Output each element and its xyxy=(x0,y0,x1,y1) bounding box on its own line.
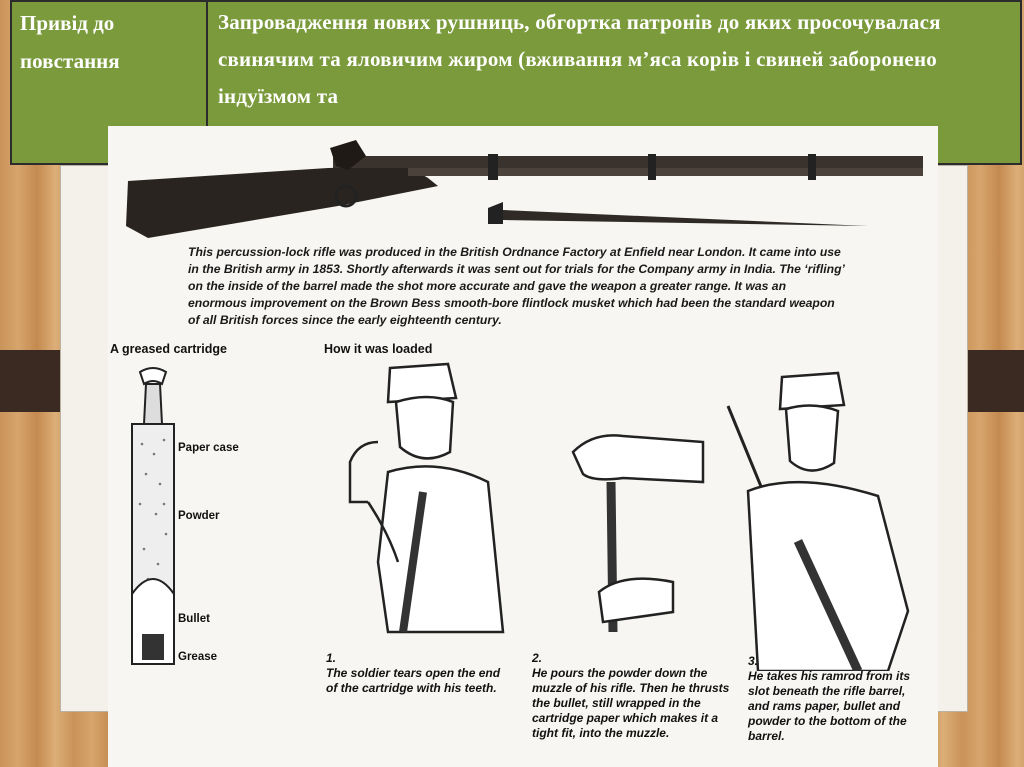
soldier-pouring-powder-illustration xyxy=(563,422,713,642)
header-cell-cause: Привід до повстання xyxy=(12,2,208,163)
step-3-number: 3. xyxy=(748,654,759,668)
label-grease: Grease xyxy=(178,651,218,663)
cartridge-illustration xyxy=(118,364,188,684)
step-1-text: The soldier tears open the end of the cartridge with his teeth. xyxy=(326,666,501,695)
label-powder: Powder xyxy=(178,510,220,522)
step-1-number: 1. xyxy=(326,651,337,665)
label-bullet: Bullet xyxy=(178,613,210,625)
label-paper-case: Paper case xyxy=(178,442,239,454)
step-3-text: He takes his ramrod from its slot beneath the rifle barrel, and rams paper, bullet and powder to the bottom of the barrel. xyxy=(748,669,911,743)
step-2-number: 2. xyxy=(532,651,543,665)
step-3 xyxy=(748,654,928,744)
scanned-figure xyxy=(108,126,938,767)
header-cell-description: Запровадження нових рушниць, обгортка патронів до яких просочувалася свинячим та яловичим жиром (вживання м’яса корів і свиней заборонено індуїзмом та xyxy=(218,10,941,108)
rifle-illustration xyxy=(108,126,938,241)
soldier-tearing-cartridge-illustration xyxy=(328,362,528,652)
step-2 xyxy=(532,651,732,741)
step-2-text: He pours the powder down the muzzle of his rifle. Then he thrusts the bullet, still wrapped in the cartridge paper which makes it a tight fit, into the muzzle. xyxy=(532,666,730,740)
soldier-ramming-illustration xyxy=(708,371,928,671)
loading-heading: How it was loaded xyxy=(324,342,433,356)
rifle-description: This percussion-lock rifle was produced in the British Ordnance Factory at Enfield near London. It came into use in the British army in 1853. Shortly afterwards it was sent out for trials for the Company army in India. The ‘rifling’ on the inside of the barrel made the shot more accurate and gave the weapon a greater range. It was an enormous improvement on the Brown Bess smooth-bore flintlock musket which had been the standard weapon of all British forces since the early eighteenth century. xyxy=(188,245,845,327)
cartridge-heading: A greased cartridge xyxy=(110,342,227,356)
step-1 xyxy=(326,651,506,696)
